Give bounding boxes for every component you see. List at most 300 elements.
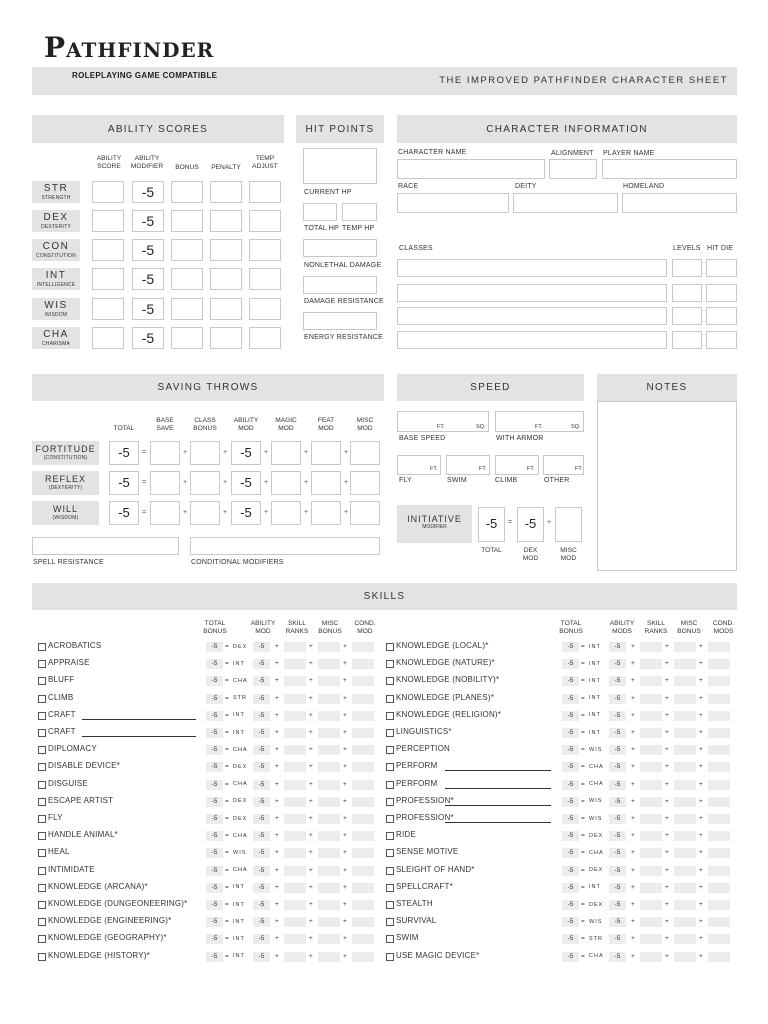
ability-bonus-input[interactable] — [171, 298, 203, 320]
skill-misc-input[interactable] — [318, 866, 340, 876]
skill-cond-input[interactable] — [352, 883, 374, 893]
ability-penalty-input[interactable] — [210, 181, 242, 203]
skill-misc-input[interactable] — [318, 917, 340, 927]
save-field-2[interactable] — [190, 471, 220, 495]
hit-die-input[interactable] — [706, 259, 737, 277]
skill-class-checkbox[interactable] — [38, 935, 46, 943]
skill-ranks-input[interactable] — [640, 676, 662, 686]
skill-misc-input[interactable] — [674, 762, 696, 772]
skill-ability-abbr: CHA — [233, 677, 248, 684]
plus-sign: + — [665, 918, 669, 926]
skill-class-checkbox[interactable] — [38, 729, 46, 737]
skill-total-value: -5 — [211, 711, 218, 719]
plus-sign: + — [309, 643, 313, 650]
skill-misc-input[interactable] — [318, 883, 340, 893]
equals-sign: = — [225, 918, 229, 926]
ability-temp-input[interactable] — [249, 298, 281, 320]
save-field-2[interactable] — [190, 441, 220, 465]
skill-cond-input[interactable] — [708, 866, 730, 876]
ability-score-input[interactable] — [92, 298, 124, 320]
damage-res-box[interactable] — [303, 276, 377, 294]
save-field-5[interactable] — [311, 501, 341, 525]
skill-cond-input[interactable] — [708, 900, 730, 910]
skill-cond-input[interactable] — [708, 728, 730, 738]
skill-class-checkbox[interactable] — [38, 746, 46, 754]
skill-name: SLEIGHT OF HAND* — [396, 864, 475, 874]
skill-misc-input[interactable] — [674, 711, 696, 721]
skill-class-checkbox[interactable] — [38, 660, 46, 668]
skill-total-value: -5 — [211, 729, 218, 736]
plus-sign: + — [304, 449, 309, 456]
skill-total-value: -5 — [211, 935, 218, 943]
hit-die-input[interactable] — [706, 331, 737, 349]
save-field-5[interactable] — [311, 471, 341, 495]
skill-class-checkbox[interactable] — [386, 918, 394, 926]
skill-class-checkbox[interactable] — [38, 849, 46, 857]
level-input[interactable] — [672, 331, 702, 349]
skill-subtype-line[interactable] — [82, 719, 196, 720]
skill-misc-input[interactable] — [318, 814, 340, 824]
skill-total-value: -5 — [567, 711, 574, 719]
skill-class-checkbox[interactable] — [38, 867, 46, 875]
ability-score-input[interactable] — [92, 239, 124, 261]
skill-cond-input[interactable] — [708, 797, 730, 807]
skill-ability-abbr: DEX — [233, 763, 248, 770]
skill-misc-input[interactable] — [318, 745, 340, 755]
skill-class-checkbox[interactable] — [38, 677, 46, 685]
skill-cond-input[interactable] — [708, 659, 730, 669]
plus-sign: + — [699, 763, 703, 771]
skill-ranks-input[interactable] — [640, 797, 662, 807]
skill-cond-input[interactable] — [352, 831, 374, 841]
skill-ranks-input[interactable] — [284, 917, 306, 927]
skill-name: LINGUISTICS* — [396, 727, 452, 736]
ability-bonus-input[interactable] — [171, 210, 203, 232]
notes-area[interactable] — [597, 401, 737, 571]
plus-sign: + — [309, 677, 313, 685]
character-name-input[interactable] — [397, 159, 545, 179]
ability-temp-input[interactable] — [249, 268, 281, 290]
char-info-title: CHARACTER INFORMATION — [486, 123, 648, 135]
save-field-1[interactable] — [150, 441, 180, 465]
skill-ranks-input[interactable] — [284, 866, 306, 876]
skill-misc-input[interactable] — [674, 728, 696, 738]
skill-ranks-input[interactable] — [284, 659, 306, 669]
skill-ranks-input[interactable] — [640, 814, 662, 824]
skill-cond-input[interactable] — [352, 676, 374, 686]
save-field-1[interactable] — [150, 471, 180, 495]
plus-sign: + — [309, 901, 313, 908]
ability-bonus-input[interactable] — [171, 181, 203, 203]
speed-title: SPEED — [470, 382, 511, 393]
save-field-6[interactable] — [350, 471, 380, 495]
swim-ft: FT. — [479, 466, 487, 472]
skill-cond-input[interactable] — [708, 883, 730, 893]
skill-ranks-input[interactable] — [284, 694, 306, 704]
skill-class-checkbox[interactable] — [386, 901, 394, 909]
skill-misc-input[interactable] — [318, 934, 340, 944]
col-temp-adjust: TEMP ADJUST — [252, 155, 278, 170]
skill-misc-input[interactable] — [674, 952, 696, 962]
skill-ranks-input[interactable] — [640, 900, 662, 910]
ability-score-input[interactable] — [92, 268, 124, 290]
skill-ranks-input[interactable] — [640, 848, 662, 858]
skill-class-checkbox[interactable] — [38, 695, 46, 703]
skill-misc-input[interactable] — [318, 642, 340, 652]
initiative-plus: + — [547, 519, 552, 526]
skill-ranks-input[interactable] — [284, 676, 306, 686]
skill-ranks-input[interactable] — [284, 952, 306, 962]
alignment-input[interactable] — [549, 159, 597, 179]
skill-class-checkbox[interactable] — [386, 781, 394, 789]
skill-cond-input[interactable] — [352, 934, 374, 944]
skill-ranks-input[interactable] — [284, 797, 306, 807]
skill-ranks-input[interactable] — [284, 642, 306, 652]
skill-misc-input[interactable] — [674, 848, 696, 858]
plus-sign: + — [343, 711, 347, 719]
skill-class-checkbox[interactable] — [386, 660, 394, 668]
ability-temp-input[interactable] — [249, 181, 281, 203]
skill-class-checkbox[interactable] — [38, 815, 46, 823]
skill-cond-input[interactable] — [708, 952, 730, 962]
plus-sign: + — [264, 509, 269, 516]
ability-bonus-input[interactable] — [171, 327, 203, 349]
skill-misc-input[interactable] — [674, 797, 696, 807]
skill-total-value: -5 — [567, 832, 574, 840]
ability-score-input[interactable] — [92, 181, 124, 203]
skill-misc-input[interactable] — [674, 642, 696, 652]
plus-sign: + — [631, 918, 635, 926]
hit-die-input[interactable] — [706, 307, 737, 325]
skill-total-value: -5 — [567, 763, 574, 771]
skill-mod-value: -5 — [258, 815, 265, 822]
skill-misc-input[interactable] — [318, 831, 340, 841]
swim-speed-input[interactable] — [446, 455, 490, 475]
ability-penalty-input[interactable] — [210, 327, 242, 349]
skills-left-col-cond: COND. MOD — [354, 620, 376, 635]
skill-ranks-input[interactable] — [284, 934, 306, 944]
skill-class-checkbox[interactable] — [38, 953, 46, 961]
hit-die-input[interactable] — [706, 284, 737, 302]
ability-temp-input[interactable] — [249, 210, 281, 232]
class-input[interactable] — [397, 331, 667, 349]
plus-sign: + — [275, 763, 279, 771]
skill-class-checkbox[interactable] — [386, 643, 394, 651]
skill-misc-input[interactable] — [674, 866, 696, 876]
deity-input[interactable] — [513, 193, 618, 213]
plus-sign: + — [309, 660, 313, 668]
skill-cond-input[interactable] — [352, 917, 374, 927]
skill-total-value: -5 — [211, 849, 218, 857]
ability-abbr: STR — [43, 183, 69, 194]
class-input[interactable] — [397, 307, 667, 325]
skill-ranks-input[interactable] — [640, 745, 662, 755]
plus-sign: + — [665, 729, 669, 736]
skill-ranks-input[interactable] — [284, 745, 306, 755]
skill-cond-input[interactable] — [708, 831, 730, 841]
skill-cond-input[interactable] — [708, 711, 730, 721]
climb-speed-input[interactable] — [495, 455, 539, 475]
skill-misc-input[interactable] — [674, 694, 696, 704]
skill-ranks-input[interactable] — [640, 780, 662, 790]
plus-sign: + — [275, 815, 279, 822]
skill-cond-input[interactable] — [352, 694, 374, 704]
skill-ranks-input[interactable] — [640, 762, 662, 772]
skill-name: SWIM — [396, 933, 419, 943]
skill-class-checkbox[interactable] — [386, 832, 394, 840]
other-speed-input[interactable] — [543, 455, 584, 475]
save-field-1[interactable] — [150, 501, 180, 525]
skill-class-checkbox[interactable] — [38, 712, 46, 720]
skill-cond-input[interactable] — [708, 934, 730, 944]
class-input[interactable] — [397, 259, 667, 277]
skill-class-checkbox[interactable] — [386, 746, 394, 754]
ability-bonus-input[interactable] — [171, 239, 203, 261]
skill-misc-input[interactable] — [674, 934, 696, 944]
skill-ability-abbr: INT — [589, 643, 601, 650]
skills-right-col-misc: MISC BONUS — [677, 620, 701, 635]
skill-cond-input[interactable] — [352, 642, 374, 652]
ability-full: WISDOM — [44, 312, 68, 318]
skill-class-checkbox[interactable] — [386, 953, 394, 961]
skill-mod-value: -5 — [258, 711, 265, 719]
skill-misc-input[interactable] — [674, 900, 696, 910]
skill-cond-input[interactable] — [352, 659, 374, 669]
skill-class-checkbox[interactable] — [38, 763, 46, 771]
skill-cond-input[interactable] — [708, 848, 730, 858]
skill-mod-value: -5 — [614, 660, 621, 668]
ability-score-input[interactable] — [92, 210, 124, 232]
nonlethal-box[interactable] — [303, 239, 377, 257]
skill-cond-input[interactable] — [708, 676, 730, 686]
race-input[interactable] — [397, 193, 509, 213]
skill-cond-input[interactable] — [352, 728, 374, 738]
skill-misc-input[interactable] — [674, 780, 696, 790]
skill-misc-input[interactable] — [674, 831, 696, 841]
skill-misc-input[interactable] — [674, 745, 696, 755]
skill-class-checkbox[interactable] — [386, 849, 394, 857]
initiative-misc[interactable] — [555, 507, 582, 542]
level-input[interactable] — [672, 307, 702, 325]
save-field-4[interactable] — [271, 501, 301, 525]
energy-res-box[interactable] — [303, 312, 377, 330]
plus-sign: + — [631, 866, 635, 874]
skill-ranks-input[interactable] — [284, 848, 306, 858]
skill-subtype-line[interactable] — [445, 822, 551, 823]
save-field-6[interactable] — [350, 501, 380, 525]
level-input[interactable] — [672, 284, 702, 302]
skill-cond-input[interactable] — [352, 952, 374, 962]
damage-res-label: DAMAGE RESISTANCE — [304, 298, 384, 305]
skill-ranks-input[interactable] — [284, 831, 306, 841]
skill-class-checkbox[interactable] — [386, 712, 394, 720]
spell-resistance-label: SPELL RESISTANCE — [33, 559, 104, 566]
ability-temp-input[interactable] — [249, 239, 281, 261]
skill-cond-input[interactable] — [708, 917, 730, 927]
skill-class-checkbox[interactable] — [386, 763, 394, 771]
levels-label: LEVELS — [673, 245, 701, 252]
skill-subtype-line[interactable] — [82, 736, 196, 737]
skill-ranks-input[interactable] — [284, 900, 306, 910]
save-field-4[interactable] — [271, 441, 301, 465]
skill-ranks-input[interactable] — [284, 814, 306, 824]
plus-sign: + — [631, 694, 635, 702]
skill-misc-input[interactable] — [318, 900, 340, 910]
temp-hp-box[interactable] — [342, 203, 377, 221]
equals-sign: = — [225, 883, 229, 891]
skill-misc-input[interactable] — [674, 814, 696, 824]
ability-score-input[interactable] — [92, 327, 124, 349]
skill-class-checkbox[interactable] — [386, 798, 394, 806]
skill-class-checkbox[interactable] — [386, 935, 394, 943]
skill-class-checkbox[interactable] — [38, 781, 46, 789]
skill-misc-input[interactable] — [318, 952, 340, 962]
skill-misc-input[interactable] — [318, 848, 340, 858]
save-field-2[interactable] — [190, 501, 220, 525]
deity-label: DEITY — [515, 183, 537, 190]
skill-name: PROFESSION* — [396, 813, 454, 822]
skill-subtype-line[interactable] — [445, 805, 551, 806]
save-field-6[interactable] — [350, 441, 380, 465]
skill-misc-input[interactable] — [674, 676, 696, 686]
save-col-magic: MAGIC MOD — [275, 417, 297, 432]
skill-class-checkbox[interactable] — [386, 729, 394, 737]
skill-ranks-input[interactable] — [284, 728, 306, 738]
equals-sign: = — [581, 883, 585, 891]
level-input[interactable] — [672, 259, 702, 277]
skill-misc-input[interactable] — [318, 676, 340, 686]
skill-cond-input[interactable] — [352, 900, 374, 910]
plus-sign: + — [665, 763, 669, 771]
skill-class-checkbox[interactable] — [38, 832, 46, 840]
skill-cond-input[interactable] — [352, 866, 374, 876]
ability-penalty-input[interactable] — [210, 268, 242, 290]
skill-misc-input[interactable] — [318, 780, 340, 790]
skill-ranks-input[interactable] — [640, 952, 662, 962]
skill-ranks-input[interactable] — [640, 642, 662, 652]
skill-ranks-input[interactable] — [284, 762, 306, 772]
ability-bonus-input[interactable] — [171, 268, 203, 290]
skill-cond-input[interactable] — [352, 762, 374, 772]
ability-penalty-input[interactable] — [210, 239, 242, 261]
skill-misc-input[interactable] — [318, 659, 340, 669]
skill-class-checkbox[interactable] — [386, 867, 394, 875]
spell-resistance-input[interactable] — [32, 537, 179, 555]
skill-class-checkbox[interactable] — [38, 643, 46, 651]
skill-misc-input[interactable] — [318, 762, 340, 772]
ability-full: STRENGTH — [41, 195, 71, 201]
skill-misc-input[interactable] — [674, 883, 696, 893]
skill-ranks-input[interactable] — [640, 694, 662, 704]
skill-cond-input[interactable] — [708, 814, 730, 824]
save-field-4[interactable] — [271, 471, 301, 495]
skill-ranks-input[interactable] — [640, 866, 662, 876]
skill-misc-input[interactable] — [318, 694, 340, 704]
skill-misc-input[interactable] — [674, 659, 696, 669]
skill-class-checkbox[interactable] — [386, 677, 394, 685]
skill-ability-abbr: WIS — [589, 918, 603, 925]
skill-cond-input[interactable] — [708, 694, 730, 704]
conditional-modifiers-input[interactable] — [190, 537, 380, 555]
skill-ranks-input[interactable] — [640, 883, 662, 893]
plus-sign: + — [699, 780, 703, 788]
plus-sign: + — [309, 866, 313, 874]
skill-total-value: -5 — [567, 952, 574, 960]
total-hp-box[interactable] — [303, 203, 337, 221]
homeland-input[interactable] — [622, 193, 737, 213]
skill-cond-input[interactable] — [352, 745, 374, 755]
plus-sign: + — [699, 952, 703, 960]
current-hp-box[interactable] — [303, 148, 377, 184]
skill-class-checkbox[interactable] — [38, 798, 46, 806]
skill-mod-value: -5 — [258, 849, 265, 857]
skill-ranks-input[interactable] — [284, 780, 306, 790]
ability-penalty-input[interactable] — [210, 298, 242, 320]
skill-cond-input[interactable] — [352, 711, 374, 721]
skill-misc-input[interactable] — [318, 797, 340, 807]
ability-penalty-input[interactable] — [210, 210, 242, 232]
plus-sign: + — [309, 729, 313, 736]
skill-cond-input[interactable] — [352, 848, 374, 858]
skill-class-checkbox[interactable] — [386, 815, 394, 823]
skill-ranks-input[interactable] — [640, 711, 662, 721]
classes-label: CLASSES — [399, 245, 433, 252]
plus-sign: + — [699, 849, 703, 857]
plus-sign: + — [183, 479, 188, 486]
ability-temp-input[interactable] — [249, 327, 281, 349]
skill-class-checkbox[interactable] — [38, 901, 46, 909]
base-speed-label: BASE SPEED — [399, 435, 446, 442]
fly-speed-input[interactable] — [397, 455, 441, 475]
skill-class-checkbox[interactable] — [386, 695, 394, 703]
skill-mod-value: -5 — [614, 763, 621, 771]
skill-subtype-line[interactable] — [445, 770, 551, 771]
skill-total-value: -5 — [211, 901, 218, 908]
class-input[interactable] — [397, 284, 667, 302]
skill-name: KNOWLEDGE (ARCANA)* — [48, 881, 148, 891]
skill-cond-input[interactable] — [708, 762, 730, 772]
skill-cond-input[interactable] — [352, 814, 374, 824]
skill-cond-input[interactable] — [708, 780, 730, 790]
skill-cond-input[interactable] — [352, 797, 374, 807]
skill-ranks-input[interactable] — [640, 728, 662, 738]
hit-points-header — [296, 115, 384, 143]
skill-class-checkbox[interactable] — [38, 918, 46, 926]
skill-cond-input[interactable] — [352, 780, 374, 790]
skill-ranks-input[interactable] — [284, 711, 306, 721]
skill-cond-input[interactable] — [708, 745, 730, 755]
logo-text: Pathfinder — [44, 31, 215, 64]
skill-ranks-input[interactable] — [284, 883, 306, 893]
skill-ranks-input[interactable] — [640, 659, 662, 669]
skill-ranks-input[interactable] — [640, 831, 662, 841]
skill-subtype-line[interactable] — [445, 788, 551, 789]
skill-ranks-input[interactable] — [640, 934, 662, 944]
plus-sign: + — [699, 660, 703, 668]
plus-sign: + — [309, 952, 313, 960]
save-field-5[interactable] — [311, 441, 341, 465]
player-name-input[interactable] — [602, 159, 737, 179]
skill-misc-input[interactable] — [318, 728, 340, 738]
skill-class-checkbox[interactable] — [386, 884, 394, 892]
col-bonus: BONUS — [175, 164, 199, 171]
skill-class-checkbox[interactable] — [38, 884, 46, 892]
skill-ranks-input[interactable] — [640, 917, 662, 927]
skill-misc-input[interactable] — [318, 711, 340, 721]
plus-sign: + — [631, 780, 635, 788]
skill-misc-input[interactable] — [674, 917, 696, 927]
skill-cond-input[interactable] — [708, 642, 730, 652]
